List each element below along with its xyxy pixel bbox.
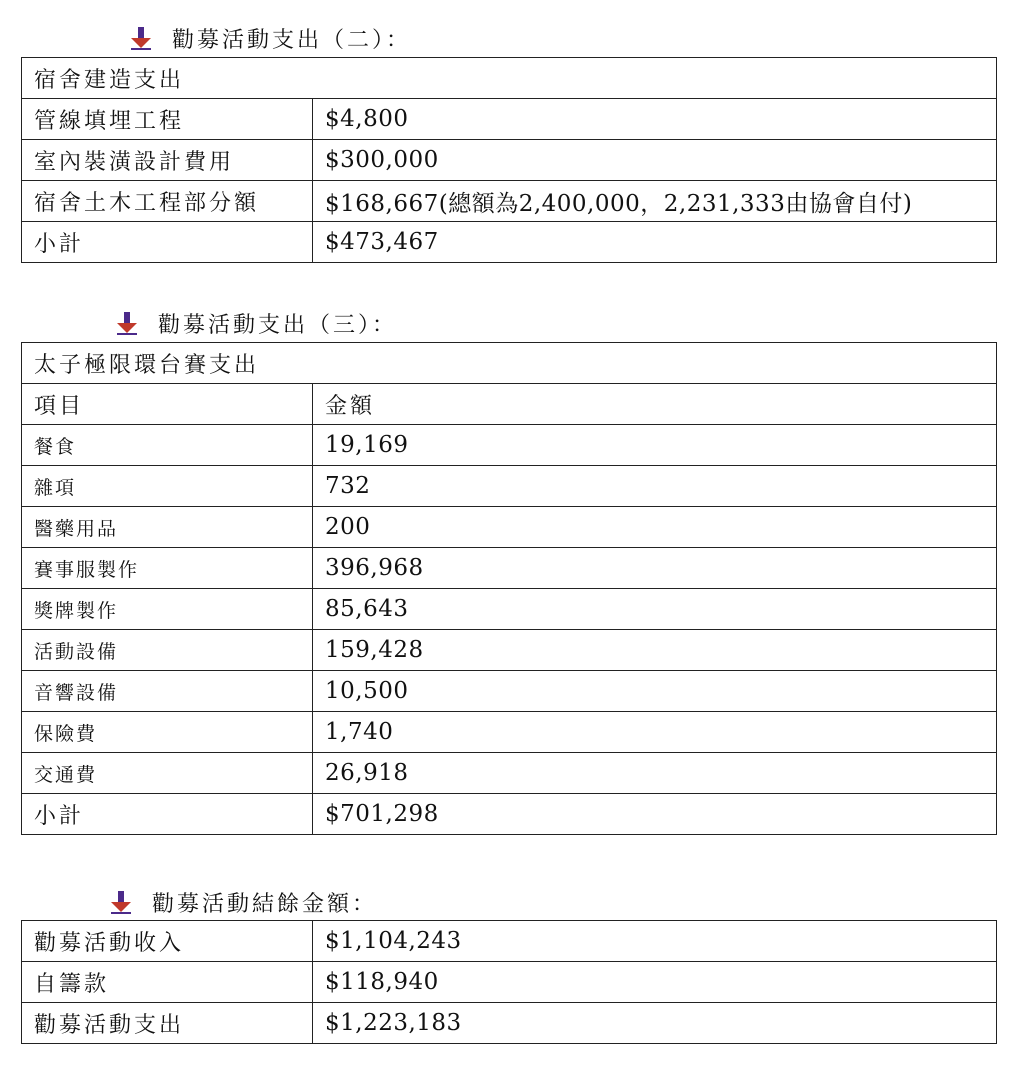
row-value: $1,104,243 xyxy=(313,921,997,962)
row-value: $1,223,183 xyxy=(313,1003,997,1044)
row-value: $300,000 xyxy=(313,140,997,181)
row-label: 活動設備 xyxy=(22,630,313,671)
row-label: 小計 xyxy=(22,222,313,263)
row-value: $4,800 xyxy=(313,99,997,140)
row-value: $473,467 xyxy=(313,222,997,263)
table-row xyxy=(22,712,997,753)
table-header-row xyxy=(22,384,997,425)
row-label: 勸募活動支出 xyxy=(22,1003,313,1044)
row-label: 勸募活動收入 xyxy=(22,921,313,962)
table-title: 宿舍建造支出 xyxy=(22,58,997,99)
section2-heading xyxy=(128,21,411,55)
row-label: 餐食 xyxy=(22,425,313,466)
row-label: 自籌款 xyxy=(22,962,313,1003)
table-row xyxy=(22,466,997,507)
table-row xyxy=(22,181,997,222)
section4-heading xyxy=(108,885,377,919)
row-label: 醫藥用品 xyxy=(22,507,313,548)
row-value: 26,918 xyxy=(313,753,997,794)
balance-table xyxy=(21,920,997,1044)
row-value: 396,968 xyxy=(313,548,997,589)
table-row xyxy=(22,140,997,181)
column-header-amount: 金額 xyxy=(313,384,997,425)
down-arrow-bullet-icon xyxy=(114,310,140,336)
table-row xyxy=(22,753,997,794)
row-value: 10,500 xyxy=(313,671,997,712)
down-arrow-bullet-icon xyxy=(108,889,134,915)
table-row xyxy=(22,921,997,962)
row-value: 200 xyxy=(313,507,997,548)
subtotal-row xyxy=(22,794,997,835)
section3-heading-text: 勸募活動支出（三）： xyxy=(158,312,398,338)
row-value: $701,298 xyxy=(313,794,997,835)
row-value: $118,940 xyxy=(313,962,997,1003)
table-title: 太子極限環台賽支出 xyxy=(22,343,997,384)
section4-heading-text: 勸募活動結餘金額： xyxy=(152,891,378,917)
row-label: 交通費 xyxy=(22,753,313,794)
row-label: 室內裝潢設計費用 xyxy=(22,140,313,181)
row-value: $168,667(總額為2,400,000，2,231,333由協會自付) xyxy=(313,181,997,222)
row-label: 宿舍土木工程部分額 xyxy=(22,181,313,222)
row-label: 小計 xyxy=(22,794,313,835)
table-row xyxy=(22,1003,997,1044)
table-title-row xyxy=(22,343,997,384)
row-value: 85,643 xyxy=(313,589,997,630)
down-arrow-bullet-icon xyxy=(128,25,154,51)
row-label: 管線填埋工程 xyxy=(22,99,313,140)
row-label: 音響設備 xyxy=(22,671,313,712)
row-label: 獎牌製作 xyxy=(22,589,313,630)
table-row xyxy=(22,671,997,712)
row-value: 159,428 xyxy=(313,630,997,671)
table-row xyxy=(22,99,997,140)
row-value: 1,740 xyxy=(313,712,997,753)
row-label: 保險費 xyxy=(22,712,313,753)
subtotal-row xyxy=(22,222,997,263)
column-header-item: 項目 xyxy=(22,384,313,425)
row-value: 732 xyxy=(313,466,997,507)
table-row xyxy=(22,962,997,1003)
dormitory-expense-table xyxy=(21,57,997,263)
row-value: 19,169 xyxy=(313,425,997,466)
table-row xyxy=(22,548,997,589)
table-row xyxy=(22,425,997,466)
table-row xyxy=(22,589,997,630)
section2-heading-text: 勸募活動支出（二）： xyxy=(172,27,412,53)
section3-heading xyxy=(114,306,397,340)
table-row xyxy=(22,630,997,671)
table-row xyxy=(22,507,997,548)
table-title-row xyxy=(22,58,997,99)
race-expense-table xyxy=(21,342,997,835)
row-label: 雜項 xyxy=(22,466,313,507)
row-label: 賽事服製作 xyxy=(22,548,313,589)
